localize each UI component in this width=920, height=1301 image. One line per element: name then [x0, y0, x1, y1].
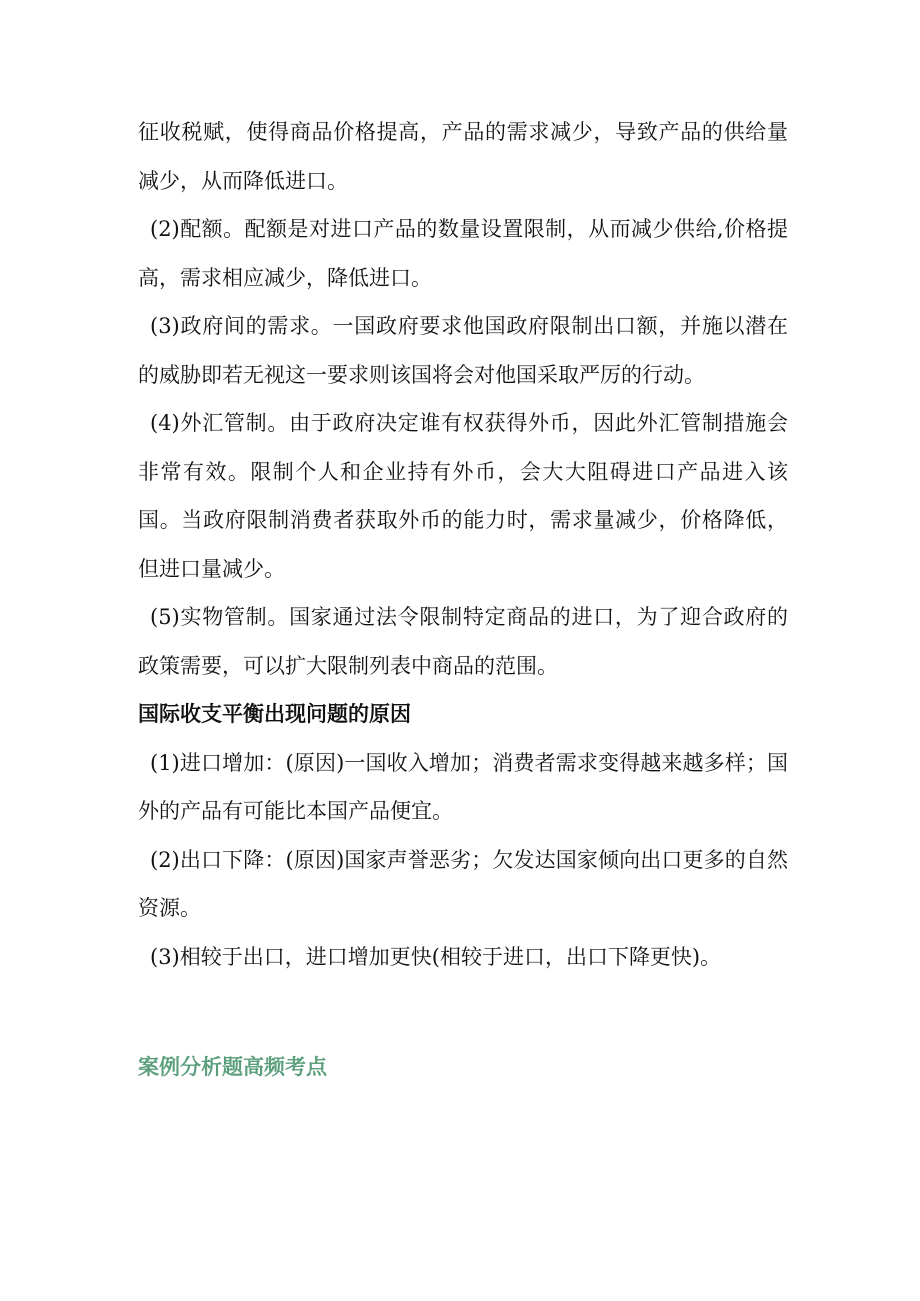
section-heading-balance-of-payments: 国际收支平衡出现问题的原因 [138, 702, 411, 726]
document-body [138, 108, 788, 981]
paragraph-reason-imports: (1)进口增加：(原因)一国收入增加；消费者需求变得越来越多样；国外的产品有可能比本国产品便宜。 [138, 750, 788, 823]
paragraph-physical-control: (5)实物管制。国家通过法令限制特定商品的进口，为了迎合政府的政策需要，可以扩大限制列表中商品的范围。 [138, 605, 788, 678]
paragraph-government-demand: (3)政府间的需求。一国政府要求他国政府限制出口额，并施以潜在的威胁即若无视这一要求则该国将会对他国采取严厉的行动。 [138, 314, 788, 387]
paragraph-tax-continuation: 征收税赋，使得商品价格提高，产品的需求减少，导致产品的供给量减少，从而降低进口。 [138, 120, 788, 193]
paragraph-reason-comparison: (3)相较于出口，进口增加更快(相较于进口，出口下降更快)。 [150, 944, 722, 969]
paragraph-exchange-control: (4)外汇管制。由于政府决定谁有权获得外币，因此外汇管制措施会非常有效。限制个人和企业持有外币，会大大阻碍进口产品进入该国。当政府限制消费者获取外币的能力时，需求量减少，价格降低，但进口量减少。 [138, 411, 788, 581]
section-title-case-analysis: 案例分析题高频考点 [138, 1055, 327, 1079]
paragraph-quota: (2)配额。配额是对进口产品的数量设置限制，从而减少供给,价格提高，需求相应减少，降低进口。 [138, 217, 788, 290]
paragraph-reason-exports: (2)出口下降：(原因)国家声誉恶劣；欠发达国家倾向出口更多的自然资源。 [138, 847, 788, 920]
